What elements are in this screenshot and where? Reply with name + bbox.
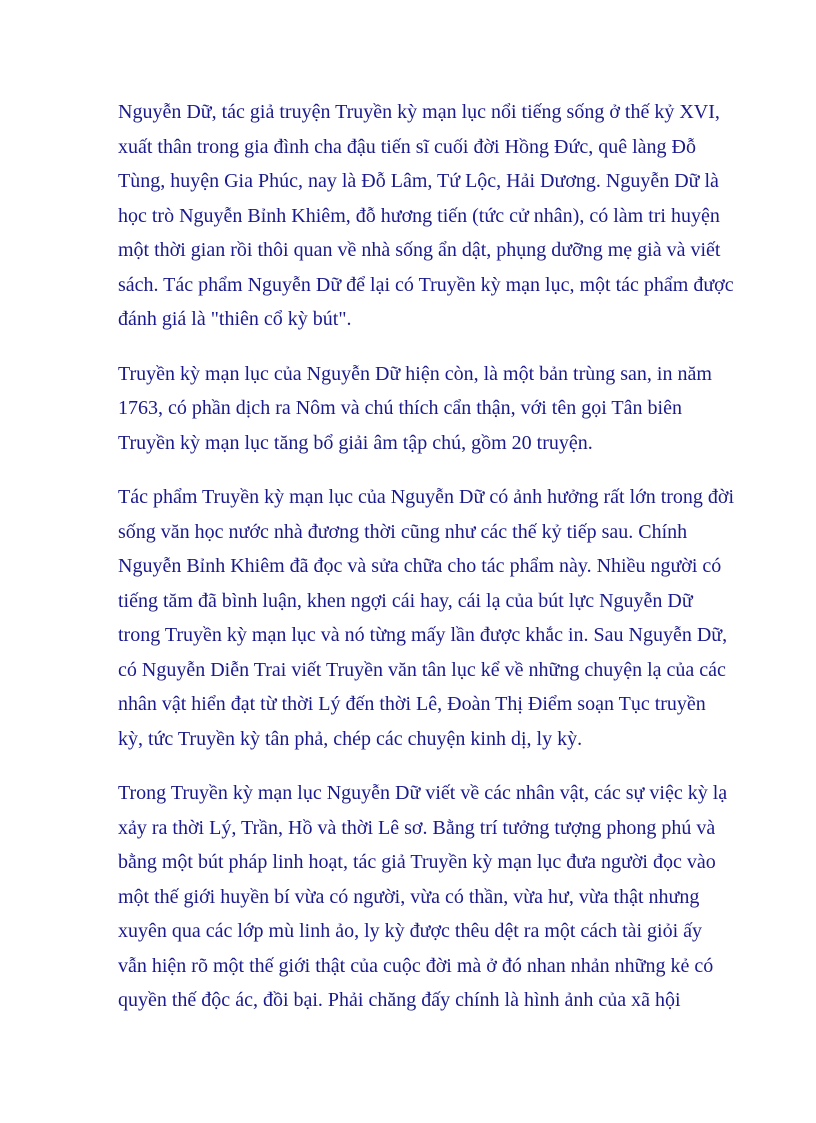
text-line: trong Truyền kỳ mạn lục và nó từng mấy lần được khắc in. Sau Nguyễn Dữ, <box>118 624 728 646</box>
text-line: Trong Truyền kỳ mạn lục Nguyễn Dữ viết về các nhân vật, các sự việc kỳ lạ <box>118 782 728 804</box>
document-page <box>118 95 735 1038</box>
text-line: Truyền kỳ mạn lục tăng bổ giải âm tập chú, gồm 20 truyện. <box>118 431 593 454</box>
text-line: sống văn học nước nhà đương thời cũng như các thế kỷ tiếp sau. Chính <box>118 520 688 543</box>
text-line: sách. Tác phẩm Nguyễn Dữ để lại có Truyền kỳ mạn lục, một tác phẩm được <box>118 273 734 296</box>
paragraph-1 <box>118 95 734 337</box>
text-line: Tùng, huyện Gia Phúc, nay là Đỗ Lâm, Tứ Lộc, Hải Dương. Nguyễn Dữ là <box>118 170 719 192</box>
paragraph-2 <box>118 357 712 461</box>
text-line: kỳ, tức Truyền kỳ tân phả, chép các chuyện kinh dị, ly kỳ. <box>118 727 583 750</box>
text-line: quyền thế độc ác, đồi bại. Phải chăng đấy chính là hình ảnh của xã hội <box>118 989 681 1011</box>
text-line: nhân vật hiển đạt từ thời Lý đến thời Lê, Đoàn Thị Điểm soạn Tục truyền <box>118 693 706 715</box>
text-line: Truyền kỳ mạn lục của Nguyễn Dữ hiện còn, là một bản trùng san, in năm <box>118 362 712 385</box>
text-line: Nguyễn Dữ, tác giả truyện Truyền kỳ mạn lục nổi tiếng sống ở thế kỷ XVI, <box>118 101 720 123</box>
text-line: bằng một bút pháp linh hoạt, tác giả Truyền kỳ mạn lục đưa người đọc vào <box>118 851 716 873</box>
text-line: xuất thân trong gia đình cha đậu tiến sĩ cuối đời Hồng Đức, quê làng Đỗ <box>118 135 696 158</box>
text-line: xuyên qua các lớp mù linh ảo, ly kỳ được thêu dệt ra một cách tài giỏi ấy <box>118 920 703 942</box>
text-line: Nguyễn Bỉnh Khiêm đã đọc và sửa chữa cho tác phẩm này. Nhiều người có <box>118 555 722 577</box>
paragraph-3 <box>118 480 735 756</box>
text-line: tiếng tăm đã bình luận, khen ngợi cái hay, cái lạ của bút lực Nguyễn Dữ <box>118 589 693 612</box>
text-line: xảy ra thời Lý, Trần, Hồ và thời Lê sơ. Bằng trí tưởng tượng phong phú và <box>118 816 716 839</box>
text-line: vẫn hiện rõ một thế giới thật của cuộc đời mà ở đó nhan nhản những kẻ có <box>118 954 714 977</box>
paragraph-4 <box>118 776 728 1018</box>
text-line: Tác phẩm Truyền kỳ mạn lục của Nguyễn Dữ có ảnh hưởng rất lớn trong đời <box>118 486 735 508</box>
text-line: có Nguyễn Diễn Trai viết Truyền văn tân lục kể về những chuyện lạ của các <box>118 658 726 681</box>
text-line: một thời gian rồi thôi quan về nhà sống ẩn dật, phụng dưỡng mẹ già và viết <box>118 239 721 261</box>
text-line: học trò Nguyễn Bỉnh Khiêm, đỗ hương tiến (tức cử nhân), có làm tri huyện <box>118 204 720 227</box>
text-line: một thế giới huyền bí vừa có người, vừa có thần, vừa hư, vừa thật nhưng <box>118 885 700 908</box>
text-line: 1763, có phần dịch ra Nôm và chú thích cẩn thận, với tên gọi Tân biên <box>118 397 682 419</box>
text-line: đánh giá là "thiên cổ kỳ bút". <box>118 308 352 330</box>
